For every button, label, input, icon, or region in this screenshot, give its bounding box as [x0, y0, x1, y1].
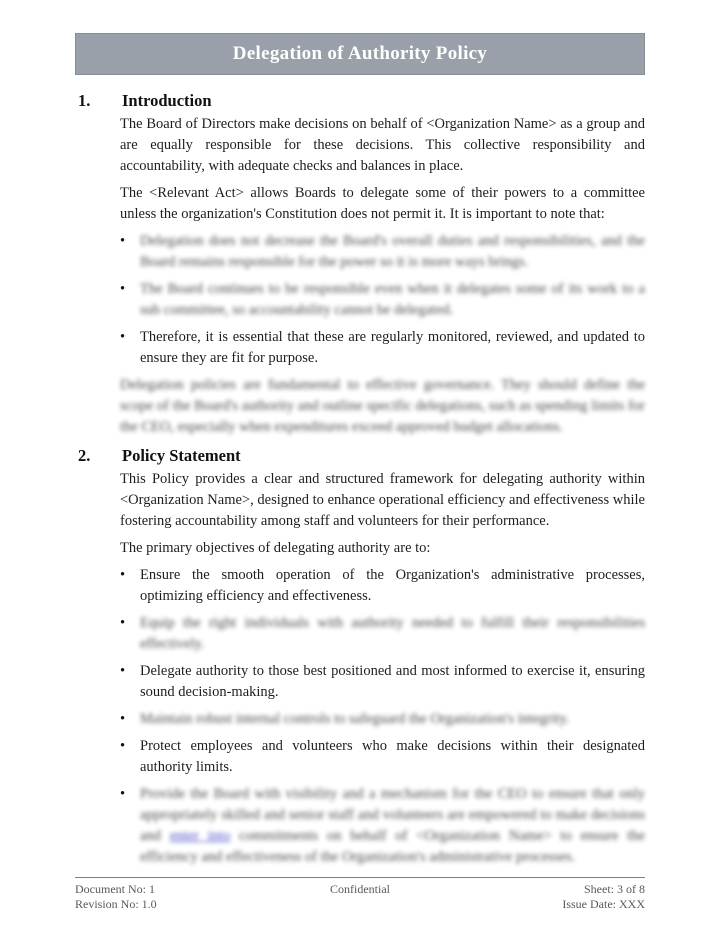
paragraph: The primary objectives of delegating authority are to: [120, 540, 431, 556]
blurred-bullet-text: Maintain robust internal controls to safeguard the Organization's integrity. [140, 711, 570, 727]
page-footer [75, 877, 645, 911]
blurred-bullet-text: Equip the right individuals with authority needed to fulfill their responsibilities effectively. [140, 615, 645, 652]
bullet-icon: • [120, 281, 126, 297]
blurred-text-after-link: commitments on behalf of <Organization Name> to ensure the efficiency and effectiveness of the Organization's administrative processes. [140, 828, 645, 865]
bullet-item [120, 231, 645, 273]
footer-left [75, 882, 330, 911]
bullet-item [120, 736, 645, 778]
bullet-list [120, 231, 645, 369]
confidential-label: Confidential [330, 882, 390, 896]
section-body [120, 469, 645, 868]
blurred-bullet-text [140, 784, 645, 868]
section-heading-label: Policy Statement [122, 446, 241, 465]
bullet-icon: • [120, 615, 126, 631]
sheet-number: Sheet: 3 of 8 [584, 882, 645, 896]
bullet-text: Ensure the smooth operation of the Organization's administrative processes, optimizing efficiency and effectiveness. [140, 567, 645, 604]
bullet-icon: • [120, 329, 126, 345]
section-number: 1. [78, 91, 91, 110]
section-heading [78, 446, 645, 466]
blurred-bullet-text: The Board continues to be responsible even when it delegates some of its work to a sub committee, so accountability cannot be delegated. [140, 281, 645, 318]
blurred-bullet-text: Delegation does not decrease the Board's overall duties and responsibilities, and the Board remains responsible for the power so it is more ways brings. [140, 233, 645, 270]
bullet-item [120, 613, 645, 655]
bullet-item [120, 327, 645, 369]
document-number: Document No: 1 [75, 882, 155, 896]
bullet-icon: • [120, 786, 126, 802]
bullet-item [120, 661, 645, 703]
revision-number: Revision No: 1.0 [75, 896, 157, 911]
bullet-icon: • [120, 711, 126, 727]
bullet-text: Therefore, it is essential that these are regularly monitored, reviewed, and updated to ensure they are fit for purpose. [140, 329, 645, 366]
title-banner [75, 33, 645, 75]
bullet-text: Delegate authority to those best positioned and most informed to exercise it, ensuring sound decision-making. [140, 663, 645, 700]
issue-date: Issue Date: XXX [562, 896, 645, 911]
section-heading [78, 91, 645, 111]
document-content [0, 91, 720, 868]
bullet-icon: • [120, 233, 126, 249]
bullet-item [120, 784, 645, 868]
bullet-icon: • [120, 663, 126, 679]
section-policy-statement [78, 446, 645, 868]
paragraph: This Policy provides a clear and structured framework for delegating authority within <Organization Name>, designed to enhance operational efficiency and effectiveness while fostering accountability among staff and volunteers for their performance. [120, 471, 645, 529]
bullet-icon: • [120, 738, 126, 754]
paragraph: The <Relevant Act> allows Boards to delegate some of their powers to a committee unless the organization's Constitution does not permit it. It is important to note that: [120, 185, 645, 222]
bullet-item [120, 709, 645, 730]
blurred-paragraph: Delegation policies are fundamental to effective governance. They should define the scope of the Board's authority and outline specific delegations, such as spending limits for the CEO, especially when expenditures exceed approved budget allocations. [120, 377, 645, 435]
bullet-list [120, 565, 645, 868]
blurred-text-before-link: Provide the Board with visibility and a mechanism for the CEO to ensure that only appropriately skilled and senior staff and volunteers are empowered to make decisions and [140, 786, 645, 844]
bullet-text: Protect employees and volunteers who make decisions within their designated authority limits. [140, 738, 645, 775]
section-number: 2. [78, 446, 91, 465]
section-body [120, 114, 645, 438]
page-title: Delegation of Authority Policy [232, 43, 488, 64]
bullet-item [120, 565, 645, 607]
footer-right [390, 882, 645, 911]
section-introduction [78, 91, 645, 438]
bullet-item [120, 279, 645, 321]
section-heading-label: Introduction [122, 91, 212, 110]
bullet-icon: • [120, 567, 126, 583]
paragraph: The Board of Directors make decisions on behalf of <Organization Name> as a group and are equally responsible for these decisions. This collective responsibility and accountability, with adequate checks and balances in place. [120, 116, 645, 174]
blurred-hyperlink[interactable]: enter into [169, 828, 231, 844]
